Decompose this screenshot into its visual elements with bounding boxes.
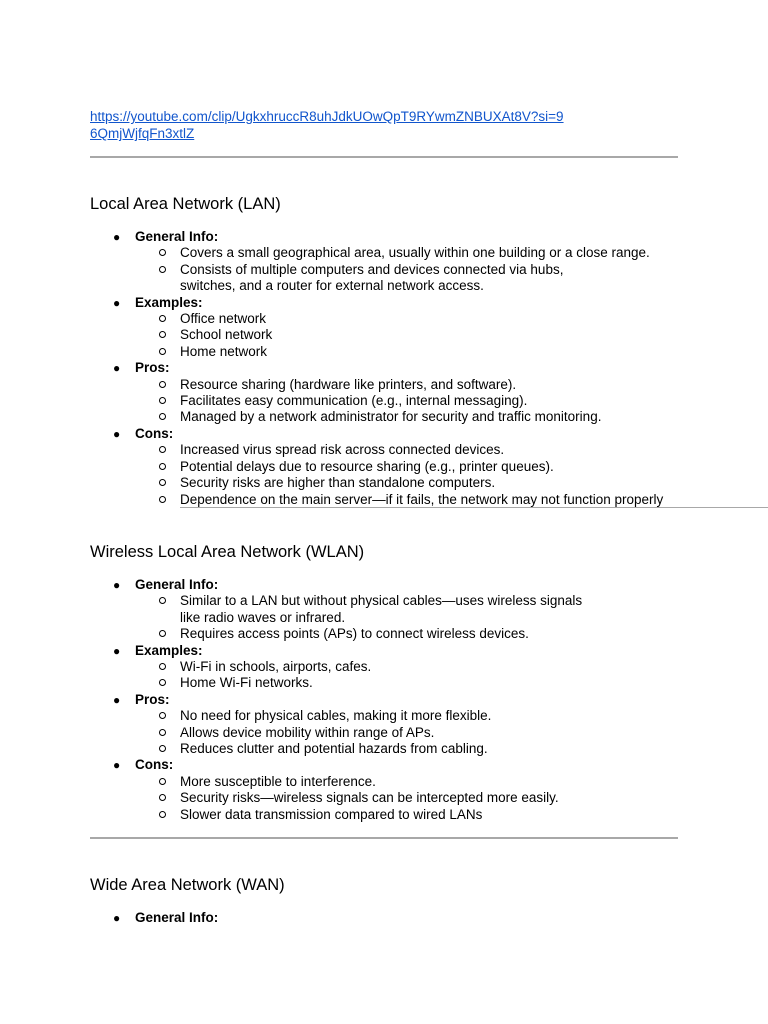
horizontal-rule — [180, 507, 768, 508]
list-item: Requires access points (APs) to connect wireless devices. — [135, 626, 690, 642]
list-item: ● Cons: More susceptible to interference. Security risks—wireless signals can be intercepted more easily. Slower data transmission compared to wired LANs — [90, 757, 690, 823]
list-item: ● General Info: Similar to a LAN but without physical cables—uses wireless signals like radio waves or infrared. Requires access points (APs) to connect wireless devices. — [90, 577, 690, 643]
list-item: ● Examples: Office network School network Home network — [90, 295, 690, 361]
list-item: Resource sharing (hardware like printers, and software). — [135, 377, 690, 393]
list-item: Security risks are higher than standalone computers. — [135, 475, 690, 491]
horizontal-rule — [90, 837, 678, 839]
list-item: Office network — [135, 311, 690, 327]
horizontal-rule — [90, 156, 678, 158]
wlan-heading: Wireless Local Area Network (WLAN) — [90, 543, 365, 561]
list-item: Consists of multiple computers and devices connected via hubs, switches, and a router for external network access. — [135, 262, 690, 295]
list-item: Home network — [135, 344, 690, 360]
list-item: Wi-Fi in schools, airports, cafes. — [135, 659, 690, 675]
youtube-link[interactable]: https://youtube.com/clip/UgkxhruccR8uhJdkUOwQpT9RYwmZNBUXAt8V?si=96QmjWjfqFn3xtlZ — [90, 109, 564, 141]
list-item: ● Pros: Resource sharing (hardware like printers, and software). Facilitates easy communication (e.g., internal messaging). Managed by a network administrator for security and traffic monitoring. — [90, 360, 690, 426]
list-item: Similar to a LAN but without physical cables—uses wireless signals like radio waves or infrared. — [135, 593, 690, 626]
lan-heading: Local Area Network (LAN) — [90, 195, 281, 213]
wan-list — [90, 910, 690, 926]
list-item: More susceptible to interference. — [135, 774, 690, 790]
wlan-list — [90, 577, 690, 823]
list-item: Home Wi-Fi networks. — [135, 675, 690, 691]
list-item: ● Examples: Wi-Fi in schools, airports, cafes. Home Wi-Fi networks. — [90, 643, 690, 692]
list-item: Slower data transmission compared to wired LANs — [135, 807, 690, 823]
list-item: ● Cons: Increased virus spread risk across connected devices. Potential delays due to resource sharing (e.g., printer queues). Security risks are higher than standalone computers. Dependence on the main server—if it fails, the network may not function properly — [90, 426, 690, 508]
list-item: School network — [135, 327, 690, 343]
list-item: Dependence on the main server—if it fails, the network may not function properly — [135, 492, 690, 508]
list-item: Increased virus spread risk across connected devices. — [135, 442, 690, 458]
list-item: Allows device mobility within range of APs. — [135, 725, 690, 741]
list-item: Security risks—wireless signals can be intercepted more easily. — [135, 790, 690, 806]
list-item: ● Pros: No need for physical cables, making it more flexible. Allows device mobility within range of APs. Reduces clutter and potential hazards from cabling. — [90, 692, 690, 758]
list-item: ● General Info: Covers a small geographical area, usually within one building or a close range. Consists of multiple computers and devices connected via hubs, switches, and a router for external network access. — [90, 229, 690, 295]
wan-heading: Wide Area Network (WAN) — [90, 876, 285, 894]
list-item: ● General Info: — [113, 910, 219, 925]
list-item: Potential delays due to resource sharing (e.g., printer queues). — [135, 459, 690, 475]
list-item: Covers a small geographical area, usually within one building or a close range. — [135, 245, 690, 261]
list-item: Managed by a network administrator for security and traffic monitoring. — [135, 409, 690, 425]
list-item: No need for physical cables, making it more flexible. — [135, 708, 690, 724]
lan-list — [90, 229, 690, 508]
list-item: Reduces clutter and potential hazards from cabling. — [135, 741, 690, 757]
list-item: Facilitates easy communication (e.g., internal messaging). — [135, 393, 690, 409]
